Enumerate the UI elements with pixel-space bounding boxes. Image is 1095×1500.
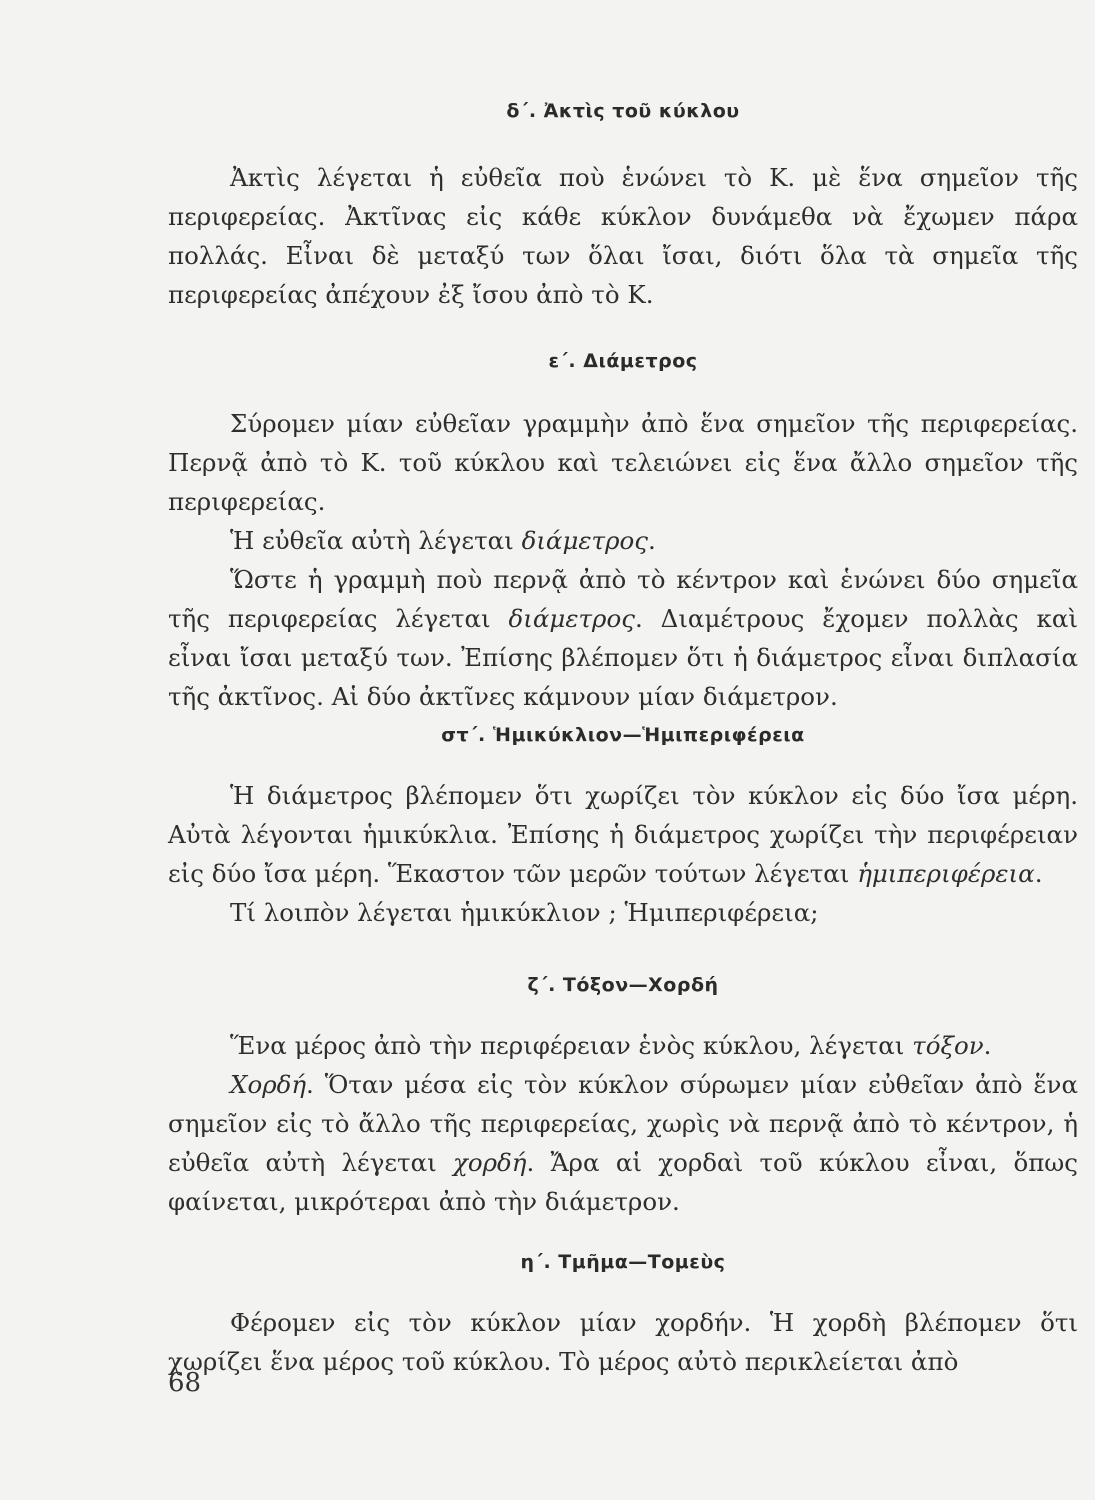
- text-run: . Διαμέτρους ἔχομεν πολλὰς καὶ εἶναι ἴσαι μεταξύ των. Ἐπίσης βλέπομεν ὅτι ἡ διάμετρος εἶναι διπλασία τῆς ἀκτῖνος. Αἱ δύο ἀκτῖνες κάμνουν μίαν διάμετρον.: [168, 604, 1078, 711]
- term-italic: Χορδή: [230, 1070, 307, 1099]
- paragraph: [168, 521, 1078, 560]
- paragraph: Φέρομεν εἰς τὸν κύκλον μίαν χορδήν. Ἡ χορδὴ βλέπομεν ὅτι χωρίζει ἕνα μέρος τοῦ κύκλου. Τὸ μέρος αὐτὸ περικλείεται ἀπὸ: [168, 1308, 1078, 1376]
- paragraph: [168, 1026, 1078, 1065]
- paragraph: [168, 776, 1078, 893]
- term-italic: τόξον: [912, 1031, 984, 1060]
- section-heading: στ΄. Ἡμικύκλιον—Ἡμιπεριφέρεια: [441, 724, 805, 746]
- text-run: Ἡ εὐθεῖα αὐτὴ λέγεται: [230, 526, 522, 555]
- section-diameter: [168, 350, 1078, 716]
- paragraph: [168, 560, 1078, 716]
- text-run: . Ἄρα αἱ χορδαὶ τοῦ κύκλου εἶναι, ὅπως φαίνεται, μικρότεραι ἀπὸ τὴν διάμετρον.: [168, 1148, 1078, 1216]
- term-italic: χορδή: [453, 1148, 527, 1177]
- paragraph: Ἀκτὶς λέγεται ἡ εὐθεῖα ποὺ ἑνώνει τὸ Κ. μὲ ἕνα σημεῖον τῆς περιφερείας. Ἀκτῖνας εἰς κάθε κύκλον δυνάμεθα νὰ ἔχωμεν πάρα πολλάς. Εἶναι δὲ μεταξύ των ὅλαι ἴσαι, διότι ὅλα τὰ σημεῖα τῆς περιφερείας ἀπέχουν ἐξ ἴσου ἀπὸ τὸ Κ.: [168, 163, 1078, 309]
- text-run: .: [647, 526, 656, 555]
- paragraph: Τί λοιπὸν λέγεται ἡμικύκλιον ; Ἡμιπεριφέρεια;: [230, 898, 819, 927]
- term-italic: ἡμιπεριφέρεια: [857, 859, 1035, 888]
- section-radius: [168, 100, 1078, 314]
- text-run: Ὥστε ἡ γραμμὴ ποὺ περνᾷ ἀπὸ τὸ κέντρον καὶ ἑνώνει δύο σημεῖα τῆς περιφερείας λέγεται: [168, 565, 1078, 633]
- text-run: .: [983, 1031, 992, 1060]
- section-heading: ζ΄. Τόξον—Χορδή: [527, 974, 719, 996]
- term-italic: διάμετρος: [521, 526, 648, 555]
- section-heading: η΄. Τμῆμα—Τομεὺς: [520, 1251, 726, 1273]
- section-semicircle: [168, 724, 1078, 932]
- page-content: [168, 100, 1078, 1381]
- text-run: . Ὅταν μέσα εἰς τὸν κύκλον σύρωμεν μίαν εὐθεῖαν ἀπὸ ἕνα σημεῖον εἰς τὸ ἄλλο τῆς περιφερείας, χωρὶς νὰ περνᾷ ἀπὸ τὸ κέντρον, ἡ εὐθεῖα αὐτὴ λέγεται: [168, 1070, 1078, 1177]
- section-heading: δ΄. Ἀκτὶς τοῦ κύκλου: [506, 100, 740, 122]
- section-segment-sector: [168, 1251, 1078, 1381]
- section-heading: ε΄. Διάμετρος: [548, 350, 698, 372]
- text-run: Ἡ διάμετρος βλέπομεν ὅτι χωρίζει τὸν κύκλον εἰς δύο ἴσα μέρη. Αὐτὰ λέγονται ἡμικύκλια. Ἐπίσης ἡ διάμετρος χωρίζει τὴν περιφέρειαν εἰς δύο ἴσα μέρη. Ἕκαστον τῶν μερῶν τούτων λέγεται: [168, 781, 1078, 888]
- section-arc-chord: [168, 974, 1078, 1221]
- term-italic: διάμετρος: [508, 604, 635, 633]
- paragraph: [168, 1065, 1078, 1221]
- text-run: Ἕνα μέρος ἀπὸ τὴν περιφέρειαν ἑνὸς κύκλου, λέγεται: [230, 1031, 913, 1060]
- text-run: .: [1034, 859, 1043, 888]
- page-number: 68: [168, 1368, 202, 1398]
- paragraph: Σύρομεν μίαν εὐθεῖαν γραμμὴν ἀπὸ ἕνα σημεῖον τῆς περιφερείας. Περνᾷ ἀπὸ τὸ Κ. τοῦ κύκλου καὶ τελειώνει εἰς ἕνα ἄλλο σημεῖον τῆς περιφερείας.: [168, 409, 1078, 516]
